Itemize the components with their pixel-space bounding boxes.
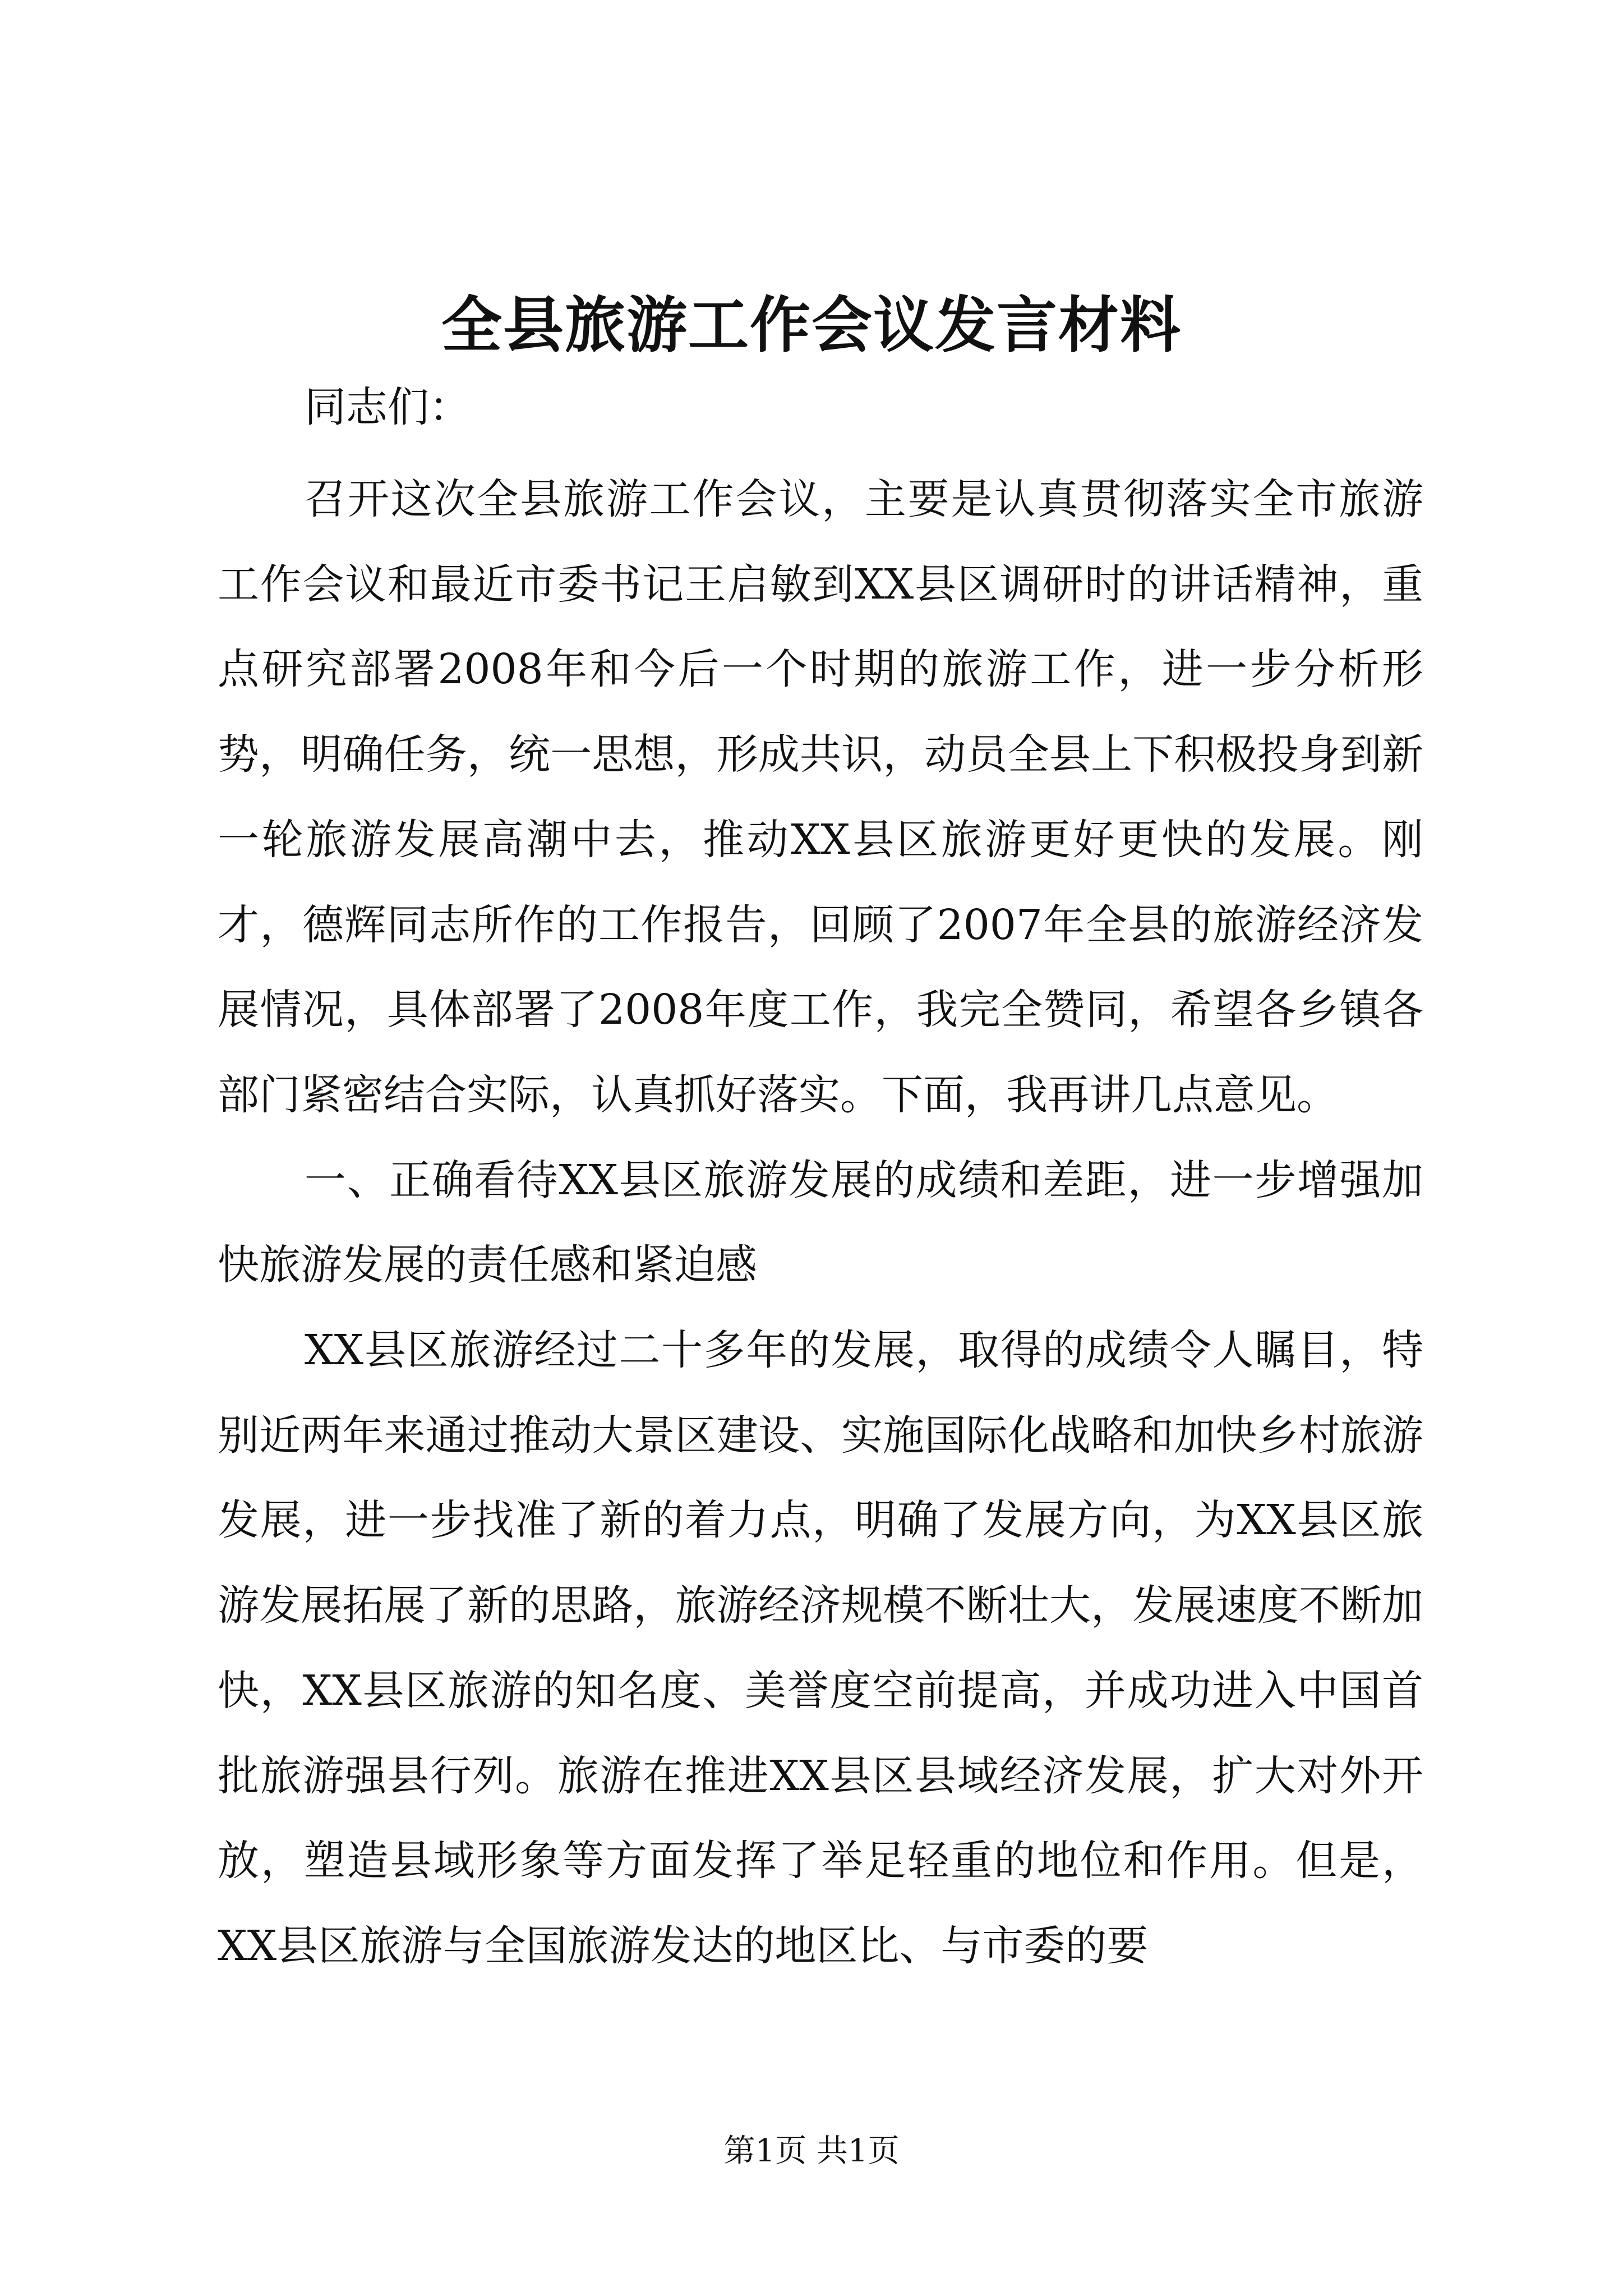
salutation: 同志们：: [305, 383, 471, 431]
paragraph-intro: 召开这次全县旅游工作会议，主要是认真贯彻落实全市旅游工作会议和最近市委书记王启敏到XX县区调研时的讲话精神，重点研究部署2008年和今后一个时期的旅游工作，进一步分析形势，明确任务，统一思想，形成共识，动员全县上下积极投身到新一轮旅游发展高潮中去，推动XX县区旅游更好更快的发展。刚才，德辉同志所作的工作报告，回顾了2007年全县的旅游经济发展情况，具体部署了2008年度工作，我完全赞同，希望各乡镇各部门紧密结合实际，认真抓好落实。下面，我再讲几点意见。: [218, 475, 1423, 1119]
document-body: [218, 457, 1423, 1989]
section-heading-1: 一、正确看待XX县区旅游发展的成绩和差距，进一步增强加快旅游发展的责任感和紧迫感: [218, 1156, 1423, 1290]
page-footer: 第1页 共1页: [723, 2133, 900, 2169]
document-title: 全县旅游工作会议发言材料: [441, 290, 1182, 361]
paragraph-section-1: XX县区旅游经过二十多年的发展，取得的成绩令人瞩目，特别近两年来通过推动大景区建设、实施国际化战略和加快乡村旅游发展，进一步找准了新的着力点，明确了发展方向，为XX县区旅游发展拓展了新的思路，旅游经济规模不断壮大，发展速度不断加快，XX县区旅游的知名度、美誉度空前提高，并成功进入中国首批旅游强县行列。旅游在推进XX县区县域经济发展，扩大对外开放，塑造县域形象等方面发挥了举足轻重的地位和作用。但是，XX县区旅游与全国旅游发达的地区比、与市委的要: [218, 1326, 1423, 1970]
